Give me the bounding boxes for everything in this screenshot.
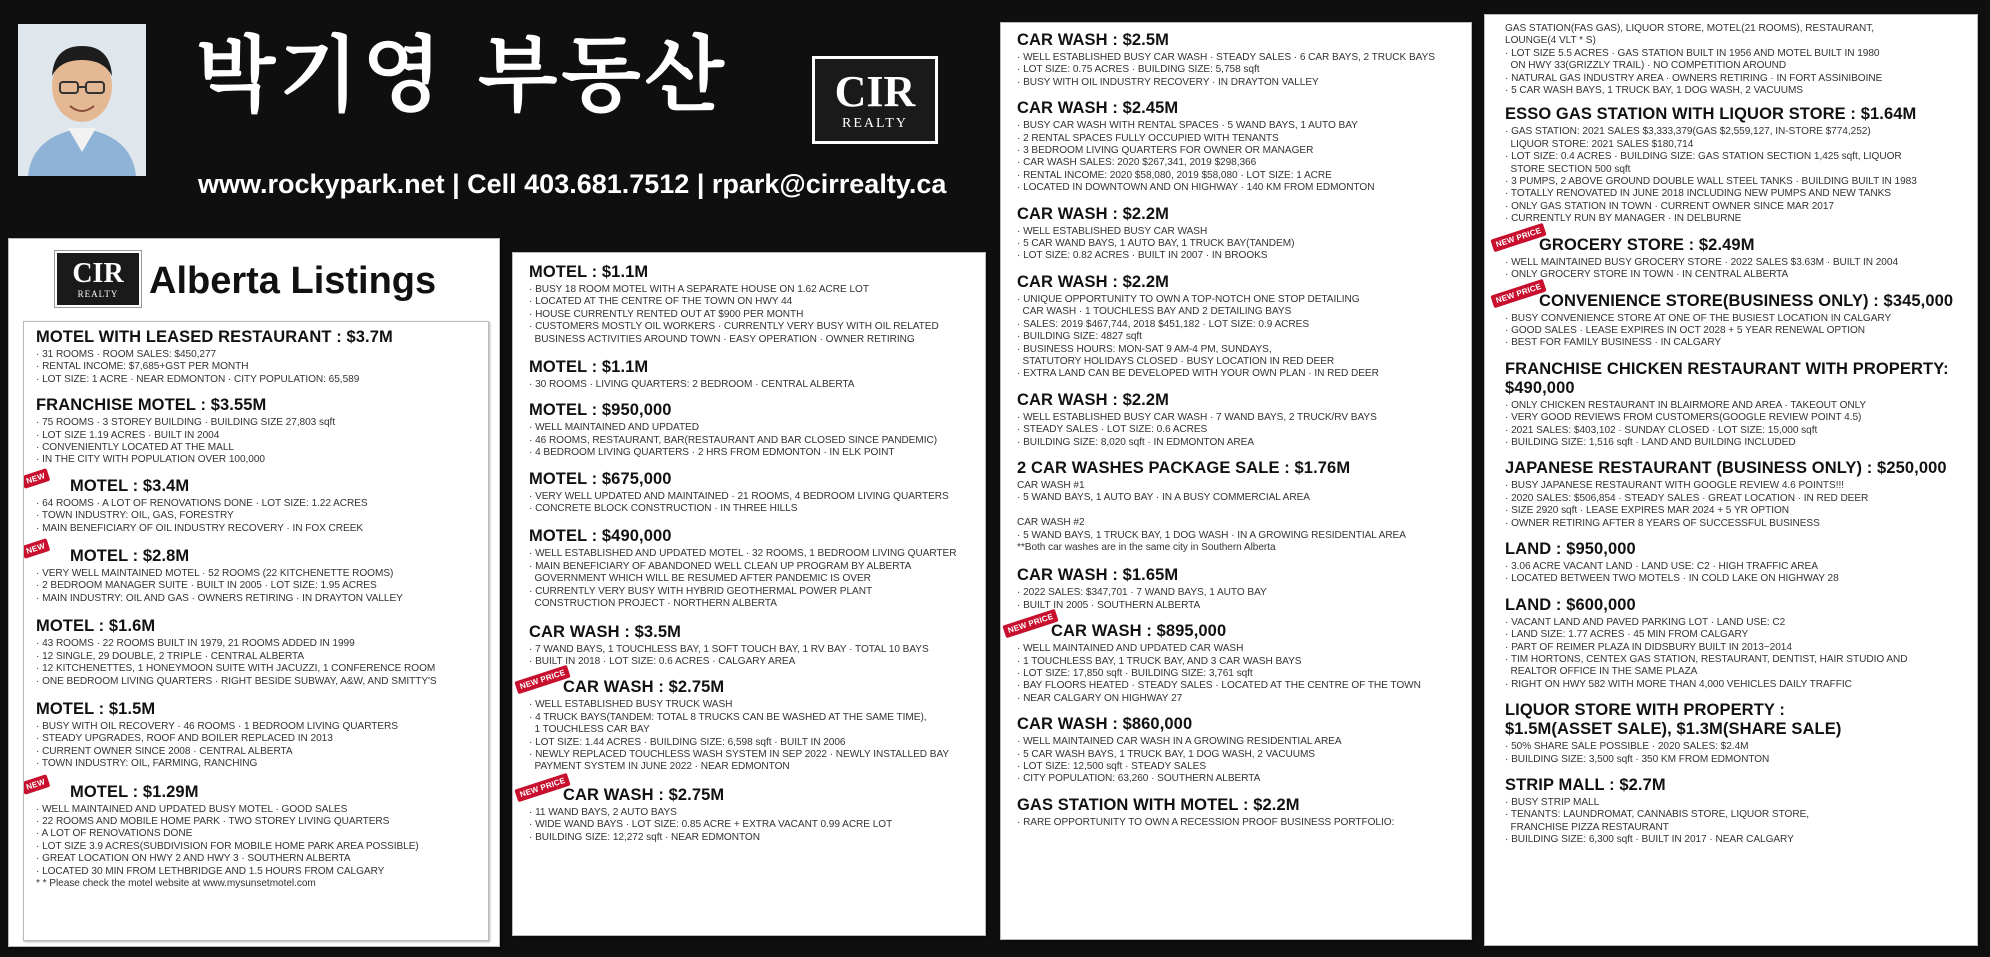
listing-title: FRANCHISE CHICKEN RESTAURANT WITH PROPERTY:	[1505, 359, 1949, 378]
header-contact: www.rockypark.net | Cell 403.681.7512 | rpark@cirrealty.ca	[198, 169, 947, 199]
listing-title: MOTEL : $1.5M	[36, 699, 156, 718]
listing-details	[529, 699, 975, 773]
listing-title: CAR WASH : $1.65M	[1017, 566, 1179, 585]
listing	[36, 617, 480, 688]
listing	[1505, 701, 1967, 766]
listing-detail-line: · 4 BEDROOM LIVING QUARTERS · 2 HRS FROM EDMONTON · IN ELK POINT	[529, 447, 895, 459]
listing	[518, 775, 975, 844]
listing-detail-line: · LOT SIZE: 0.4 ACRES · BUILDING SIZE: GAS STATION SECTION 1,425 sqft, LIQUOR	[1505, 151, 1902, 163]
listing-detail-line: · 5 CAR WASH BAYS, 1 TRUCK BAY, 1 DOG WASH, 2 VACUUMS	[1017, 748, 1315, 760]
listing-detail-line: · 12 SINGLE, 29 DOUBLE, 2 TRIPLE · CENTRAL ALBERTA	[36, 650, 305, 662]
logo-subtext: REALTY	[842, 116, 908, 131]
listing-detail-line: · 12 KITCHENETTES, 1 HONEYMOON SUITE WITH JACUZZI, 1 CONFERENCE ROOM	[36, 663, 436, 675]
listing-title: CAR WASH : $2.5M	[1017, 31, 1169, 49]
listing-detail-line: · VERY GOOD REVIEWS FROM CUSTOMERS(GOOGLE REVIEW POINT 4.5)	[1505, 412, 1862, 424]
listing-detail-line: · 2 BEDROOM MANAGER SUITE · BUILT IN 2005 · LOT SIZE: 1.95 ACRES	[36, 580, 377, 592]
listing-detail-line: · RENTAL INCOME: $7,685+GST PER MONTH	[36, 361, 249, 373]
listing-detail-line: · 3.06 ACRE VACANT LAND · LAND USE: C2 · HIGH TRAFFIC AREA	[1505, 560, 1818, 572]
section-logo	[55, 251, 141, 307]
listing-detail-line: LIQUOR STORE: 2021 SALES $180,714	[1505, 138, 1694, 150]
logo-mark: CIR	[834, 67, 916, 116]
listing-details	[1505, 23, 1967, 97]
listing-details	[1017, 587, 1461, 612]
header-logo	[812, 56, 938, 144]
listing	[36, 700, 480, 771]
listing-title: MOTEL : $1.1M	[529, 263, 649, 281]
listing-title: MOTEL : $675,000	[529, 469, 672, 488]
listing-detail-line: · 43 ROOMS · 22 ROOMS BUILT IN 1979, 21 ROOMS ADDED IN 1999	[36, 638, 355, 650]
listing-title: MOTEL : $490,000	[529, 527, 672, 546]
listing-details	[1505, 741, 1967, 766]
column-2	[512, 252, 986, 936]
listing-details	[36, 417, 480, 467]
listing	[1017, 205, 1461, 263]
listing-details	[1017, 294, 1461, 381]
listing-title: CAR WASH : $895,000	[1051, 622, 1227, 641]
listing-detail-line: · WELL MAINTAINED BUSY GROCERY STORE · 2022 SALES $3.63M · BUILT IN 2004	[1505, 256, 1899, 268]
listing	[36, 328, 480, 386]
listing-details	[36, 498, 480, 535]
listing	[1017, 31, 1461, 89]
listing-detail-line: · WELL MAINTAINED AND UPDATED	[529, 422, 699, 434]
listing-detail-line: · BUSINESS HOURS: MON-SAT 9 AM-4 PM, SUNDAYS,	[1017, 343, 1272, 355]
listing-detail-line: · RIGHT ON HWY 582 WITH MORE THAN 4,000 VEHICLES DAILY TRAFFIC	[1505, 678, 1852, 690]
listing-detail-line: · IN THE CITY WITH POPULATION OVER 100,000	[36, 454, 265, 466]
listing-detail-line: · MAIN INDUSTRY: OIL AND GAS · OWNERS RETIRING · IN DRAYTON VALLEY	[36, 592, 403, 604]
listing-details	[1505, 126, 1967, 225]
listing-detail-line: · BUILDING SIZE: 8,020 sqft · IN EDMONTON AREA	[1017, 436, 1255, 448]
listing-detail-line: · BUSY CONVENIENCE STORE AT ONE OF THE BUSIEST LOCATION IN CALGARY	[1505, 312, 1892, 324]
listing-details	[1017, 643, 1461, 705]
listing	[529, 358, 975, 391]
listing-details	[1505, 617, 1967, 691]
listing-detail-line: · LOCATED BETWEEN TWO MOTELS · IN COLD LAKE ON HIGHWAY 28	[1505, 573, 1839, 585]
listing	[1505, 105, 1967, 225]
listing-detail-line: REALTOR OFFICE IN THE SAME PLAZA	[1505, 666, 1698, 678]
listing-details	[529, 807, 975, 844]
listing-details	[1505, 480, 1967, 530]
listing-detail-line: · LOCATED 30 MIN FROM LETHBRIDGE AND 1.5 HOURS FROM CALGARY	[36, 865, 385, 877]
listing	[529, 527, 975, 610]
listing-detail-line: CAR WASH #1	[1017, 479, 1085, 491]
listing-detail-line: ON HWY 33(GRIZZLY TRAIL) · NO COMPETITION AROUND	[1505, 60, 1787, 72]
listing-detail-line: · 75 ROOMS · 3 STOREY BUILDING · BUILDING SIZE 27,803 sqft	[36, 417, 336, 429]
listing-detail-line: · TOWN INDUSTRY: OIL, GAS, FORESTRY	[36, 510, 234, 522]
listing-details	[36, 721, 480, 771]
listing-detail-line: · 2022 SALES: $347,701 · 7 WAND BAYS, 1 AUTO BAY	[1017, 587, 1267, 599]
listing-details	[1505, 257, 1967, 282]
listing-title: CAR WASH : $2.2M	[1017, 204, 1169, 223]
listing-detail-line: · CURRENTLY RUN BY MANAGER · IN DELBURNE	[1505, 213, 1742, 225]
header-banner	[0, 0, 980, 232]
column-1-body	[23, 321, 489, 941]
listing-detail-line: · 50% SHARE SALE POSSIBLE · 2020 SALES: $2.4M	[1505, 741, 1749, 753]
listing-detail-line: · CUSTOMERS MOSTLY OIL WORKERS · CURRENTLY VERY BUSY WITH OIL RELATED	[529, 321, 939, 333]
listing-detail-line: · UNIQUE OPPORTUNITY TO OWN A TOP-NOTCH ONE STOP DETAILING	[1017, 293, 1360, 305]
listing-detail-line: · BUSY WITH OIL RECOVERY · 46 ROOMS · 1 BEDROOM LIVING QUARTERS	[36, 720, 398, 732]
listing-detail-line: · RARE OPPORTUNITY TO OWN A RECESSION PROOF BUSINESS PORTFOLIO:	[1017, 816, 1395, 828]
listing	[1505, 360, 1967, 450]
listing-detail-line: · TOTALLY RENOVATED IN JUNE 2018 INCLUDING NEW PUMPS AND NEW TANKS	[1505, 188, 1891, 200]
listing-detail-line: · LOT SIZE 1.19 ACRES · BUILT IN 2004	[36, 429, 220, 441]
listing-details	[529, 548, 975, 610]
listing-details	[1017, 226, 1461, 263]
listing-detail-line: · EXTRA LAND CAN BE DEVELOPED WITH YOUR OWN PLAN · IN RED DEER	[1017, 368, 1379, 380]
listing-detail-line: · ONE BEDROOM LIVING QUARTERS · RIGHT BESIDE SUBWAY, A&W, AND SMITTY'S	[36, 675, 437, 687]
listing-detail-line: PAYMENT SYSTEM IN JUNE 2022 · NEAR EDMONTON	[529, 761, 790, 773]
section-logo-mark: CIR	[72, 258, 124, 289]
listing-detail-line: · ONLY GAS STATION IN TOWN · CURRENT OWNER SINCE MAR 2017	[1505, 200, 1834, 212]
listing-details	[36, 349, 480, 386]
listing-detail-line: · WELL MAINTAINED AND UPDATED BUSY MOTEL · GOOD SALES	[36, 803, 348, 815]
listing	[1017, 566, 1461, 612]
listing-title: MOTEL : $3.4M	[70, 476, 190, 495]
listing	[1006, 612, 1461, 705]
listing-detail-line: · NATURAL GAS INDUSTRY AREA · OWNERS RETIRING · IN FORT ASSINIBOINE	[1505, 72, 1883, 84]
column-4	[1484, 14, 1978, 946]
listing-detail-line: · CONCRETE BLOCK CONSTRUCTION · IN THREE HILLS	[529, 503, 798, 515]
new-price-badge: NEW PRICE	[1490, 222, 1546, 251]
listing-details	[529, 491, 975, 516]
listing-detail-line: · 4 TRUCK BAYS(TANDEM: TOTAL 8 TRUCKS CAN BE WASHED AT THE SAME TIME),	[529, 711, 927, 723]
listing-detail-line: CAR WASH #2	[1017, 517, 1085, 529]
listing-detail-line: · BUSY STRIP MALL	[1505, 797, 1600, 809]
listing-detail-line: · WIDE WAND BAYS · LOT SIZE: 0.85 ACRE + EXTRA VACANT 0.99 ACRE LOT	[529, 819, 893, 831]
listing-detail-line: · BUILDING SIZE: 12,272 sqft · NEAR EDMONTON	[529, 831, 760, 843]
listing-detail-line: · BUILDING SIZE: 4827 sqft	[1017, 331, 1142, 343]
listing-detail-line: · TOWN INDUSTRY: OIL, FARMING, RANCHING	[36, 758, 258, 770]
listing-title: MOTEL : $1.29M	[70, 782, 199, 801]
listing-detail-line: · RENTAL INCOME: 2020 $58,080, 2019 $58,080 · LOT SIZE: 1 ACRE	[1017, 169, 1332, 181]
listing-title-price: $1.5M(ASSET SALE), $1.3M(SHARE SALE)	[1505, 720, 1842, 739]
listing-detail-line: · GOOD SALES · LEASE EXPIRES IN OCT 2028 + 5 YEAR RENEWAL OPTION	[1505, 324, 1866, 336]
listing	[529, 263, 975, 346]
listing-detail-line: · 5 CAR WASH BAYS, 1 TRUCK BAY, 1 DOG WASH, 2 VACUUMS	[1505, 85, 1803, 97]
listing-detail-line: · STEADY UPGRADES, ROOF AND BOILER REPLACED IN 2013	[36, 733, 333, 745]
listing-detail-line: · MAIN BENEFICIARY OF ABANDONED WELL CLEAN UP PROGRAM BY ALBERTA	[529, 560, 912, 572]
listing-detail-line: · CONVENIENTLY LOCATED AT THE MALL	[36, 442, 234, 454]
listing-detail-line: · BUILDING SIZE: 3,500 sqft · 350 KM FROM EDMONTON	[1505, 753, 1770, 765]
listing-detail-line: · GREAT LOCATION ON HWY 2 AND HWY 3 · SOUTHERN ALBERTA	[36, 853, 351, 865]
listing-detail-line: · NEWLY REPLACED TOUCHLESS WASH SYSTEM IN SEP 2022 · NEWLY INSTALLED BAY	[529, 748, 950, 760]
listing	[518, 668, 975, 773]
listing-title: LAND : $950,000	[1505, 539, 1636, 558]
listing-detail-line: · GAS STATION: 2021 SALES $3,333,379(GAS $2,559,127, IN-STORE $774,252)	[1505, 126, 1871, 138]
listing-title: CONVENIENCE STORE(BUSINESS ONLY) : $345,000	[1539, 291, 1954, 310]
listing-detail-line: · 46 ROOMS, RESTAURANT, BAR(RESTAURANT AND BAR CLOSED SINCE PANDEMIC)	[529, 434, 938, 446]
column-1	[8, 238, 500, 947]
listing-detail-line: · CITY POPULATION: 63,260 · SOUTHERN ALBERTA	[1017, 773, 1261, 785]
listing-detail-line: · WELL ESTABLISHED BUSY CAR WASH · STEADY SALES · 6 CAR BAYS, 2 TRUCK BAYS	[1017, 52, 1435, 63]
listing-title: LAND : $600,000	[1505, 595, 1636, 614]
listing-detail-line: 1 TOUCHLESS CAR BAY	[529, 724, 650, 736]
listing-detail-line: · MAIN BENEFICIARY OF OIL INDUSTRY RECOVERY · IN FOX CREEK	[36, 522, 364, 534]
listing-detail-line: · NEAR CALGARY ON HIGHWAY 27	[1017, 692, 1183, 704]
listing-detail-line: · HOUSE CURRENTLY RENTED OUT AT $900 PER MONTH	[529, 308, 804, 320]
listing-details	[1017, 480, 1461, 554]
listing-detail-line: GAS STATION(FAS GAS), LIQUOR STORE, MOTEL(21 ROOMS), RESTAURANT,	[1505, 23, 1875, 34]
listing-detail-line: · LOCATED AT THE CENTRE OF THE TOWN ON HWY 44	[529, 296, 793, 308]
listing	[1017, 459, 1461, 554]
listing-detail-line: · LOT SIZE: 1.44 ACRES · BUILDING SIZE: 6,598 sqft · BUILT IN 2006	[529, 736, 846, 748]
listing-detail-line: · CAR WASH SALES: 2020 $267,341, 2019 $298,366	[1017, 157, 1257, 169]
listing-detail-line: · BUILDING SIZE: 6,300 sqft · BUILT IN 2017 · NEAR CALGARY	[1505, 834, 1794, 846]
listing-detail-line: · LOT SIZE 5.5 ACRES · GAS STATION BUILT IN 1956 AND MOTEL BUILT IN 1980	[1505, 47, 1880, 59]
listing-detail-line: · 1 TOUCHLESS BAY, 1 TRUCK BAY, AND 3 CAR WASH BAYS	[1017, 655, 1302, 667]
listing-detail-line: · 11 WAND BAYS, 2 AUTO BAYS	[529, 806, 677, 818]
listing	[25, 541, 480, 605]
listing-details	[529, 284, 975, 346]
listing-detail-line: · BUILT IN 2018 · LOT SIZE: 0.6 ACRES · CALGARY AREA	[529, 655, 796, 667]
new-price-badge: NEW PRICE	[1490, 278, 1546, 307]
listing-detail-line: * * Please check the motel website at www.mysunsetmotel.com	[36, 877, 316, 889]
listing-detail-line: STORE SECTION 500 sqft	[1505, 163, 1631, 175]
new-price-badge: NEW	[23, 468, 51, 489]
listing-title: CAR WASH : $2.75M	[563, 678, 725, 697]
listing-detail-line: · BUILDING SIZE: 1,516 sqft · LAND AND BUILDING INCLUDED	[1505, 436, 1796, 448]
listing	[529, 470, 975, 516]
listing-detail-line: · WELL ESTABLISHED AND UPDATED MOTEL · 32 ROOMS, 1 BEDROOM LIVING QUARTER	[529, 548, 957, 560]
listing-detail-line: · VACANT LAND AND PAVED PARKING LOT · LAND USE: C2	[1505, 616, 1786, 628]
column-3	[1000, 22, 1472, 940]
listing-detail-line: · 2020 SALES: $506,854 · STEADY SALES · GREAT LOCATION · IN RED DEER	[1505, 492, 1869, 504]
listing-details	[1505, 400, 1967, 450]
listing-detail-line: · 7 WAND BAYS, 1 TOUCHLESS BAY, 1 SOFT TOUCH BAY, 1 RV BAY · TOTAL 10 BAYS	[529, 643, 929, 655]
listing-title: ESSO GAS STATION WITH LIQUOR STORE : $1.64M	[1505, 105, 1917, 124]
section-logo-subtext: REALTY	[77, 289, 119, 299]
new-price-badge: NEW	[23, 774, 51, 795]
listing-title: CAR WASH : $2.2M	[1017, 272, 1169, 291]
listing-detail-line: · LOT SIZE: 0.82 ACRES · BUILT IN 2007 · IN BROOKS	[1017, 250, 1268, 262]
listing-details	[1017, 736, 1461, 786]
listing-detail-line: · 31 ROOMS · ROOM SALES: $450,277	[36, 349, 217, 360]
listing-title: CAR WASH : $2.75M	[563, 785, 725, 804]
listing-detail-line: · TIM HORTONS, CENTEX GAS STATION, RESTAURANT, DENTIST, HAIR STUDIO AND	[1505, 654, 1908, 665]
section-title: Alberta Listings	[149, 260, 437, 302]
listing-title: MOTEL : $2.8M	[70, 547, 190, 566]
listing	[1017, 99, 1461, 194]
listing-title-price: $490,000	[1505, 378, 1575, 397]
listing-title: MOTEL : $1.1M	[529, 358, 649, 377]
listing-details	[1017, 52, 1461, 89]
listing-detail-line: · TENANTS: LAUNDROMAT, CANNABIS STORE, LIQUOR STORE,	[1505, 809, 1810, 821]
listing-detail-line: · WELL ESTABLISHED BUSY CAR WASH	[1017, 225, 1208, 237]
listing	[1017, 391, 1461, 449]
listing-detail-line: · PART OF REIMER PLAZA IN DIDSBURY BUILT IN 2013~2014	[1505, 641, 1792, 653]
listing-detail-line	[1017, 505, 1461, 517]
listing	[1505, 540, 1967, 586]
listing	[1017, 273, 1461, 381]
listing-detail-line: · ONLY CHICKEN RESTAURANT IN BLAIRMORE AND AREA · TAKEOUT ONLY	[1505, 399, 1867, 411]
listing-title: CAR WASH : $3.5M	[529, 622, 681, 641]
listing-detail-line: · WELL MAINTAINED AND UPDATED CAR WASH	[1017, 643, 1244, 655]
listing	[1494, 225, 1967, 282]
listing-detail-line: · BUSY CAR WASH WITH RENTAL SPACES · 5 WAND BAYS, 1 AUTO BAY	[1017, 120, 1358, 132]
listing-detail-line: · OWNER RETIRING AFTER 8 YEARS OF SUCCESSFUL BUSINESS	[1505, 517, 1820, 529]
listing-detail-line: · 30 ROOMS · LIVING QUARTERS: 2 BEDROOM · CENTRAL ALBERTA	[529, 379, 855, 391]
listing-details	[1505, 313, 1967, 350]
listing-detail-line: · LOCATED IN DOWNTOWN AND ON HIGHWAY · 140 KM FROM EDMONTON	[1017, 182, 1375, 194]
listing-detail-line: · LOT SIZE: 0.75 ACRES · BUILDING SIZE: 5,758 sqft	[1017, 64, 1260, 76]
listing-details	[36, 568, 480, 605]
listing-detail-line: · BEST FOR FAMILY BUSINESS · IN CALGARY	[1505, 337, 1722, 349]
listing-title: GROCERY STORE : $2.49M	[1539, 235, 1755, 254]
new-price-badge: NEW PRICE	[1002, 609, 1058, 638]
listing-detail-line: FRANCHISE PIZZA RESTAURANT	[1505, 821, 1669, 833]
listing	[36, 396, 480, 467]
listing-title: LIQUOR STORE WITH PROPERTY :	[1505, 701, 1785, 720]
listing	[1017, 796, 1461, 829]
listing	[1505, 596, 1967, 691]
listing-title: GAS STATION WITH MOTEL : $2.2M	[1017, 795, 1300, 814]
listing-detail-line: · BUSY 18 ROOM MOTEL WITH A SEPARATE HOUSE ON 1.62 ACRE LOT	[529, 284, 869, 295]
listing	[1494, 281, 1967, 350]
listing-detail-line: · 22 ROOMS AND MOBILE HOME PARK · TWO STOREY LIVING QUARTERS	[36, 815, 390, 827]
listing-title: MOTEL : $950,000	[529, 401, 672, 420]
listing-detail-line: · 64 ROOMS · A LOT OF RENOVATIONS DONE · LOT SIZE: 1.22 ACRES	[36, 497, 368, 509]
listing	[529, 623, 975, 669]
listing-detail-line: · WELL ESTABLISHED BUSY CAR WASH · 7 WAND BAYS, 2 TRUCK/RV BAYS	[1017, 411, 1377, 423]
listing-title: MOTEL WITH LEASED RESTAURANT : $3.7M	[36, 328, 393, 346]
new-price-badge: NEW	[23, 538, 51, 559]
listing-detail-line: · VERY WELL UPDATED AND MAINTAINED · 21 ROOMS, 4 BEDROOM LIVING QUARTERS	[529, 490, 949, 502]
listing	[1505, 23, 1967, 97]
listing-details	[1505, 561, 1967, 586]
listing-detail-line: · WELL ESTABLISHED BUSY TRUCK WASH	[529, 699, 733, 711]
listing-title: CAR WASH : $860,000	[1017, 715, 1193, 734]
new-price-badge: NEW PRICE	[514, 665, 570, 694]
listing	[529, 401, 975, 459]
listing-detail-line: · STEADY SALES · LOT SIZE: 0.6 ACRES	[1017, 424, 1208, 436]
listing-detail-line: CAR WASH · 1 TOUCHLESS BAY AND 2 DETAILING BAYS	[1017, 306, 1292, 318]
listing-detail-line: · SALES: 2019 $467,744, 2018 $451,182 · LOT SIZE: 0.9 ACRES	[1017, 318, 1310, 330]
listing-title: CAR WASH : $2.45M	[1017, 99, 1179, 118]
listing-detail-line: · A LOT OF RENOVATIONS DONE	[36, 828, 193, 840]
listing-title: FRANCHISE MOTEL : $3.55M	[36, 396, 267, 415]
listing	[25, 471, 480, 535]
listing	[1017, 715, 1461, 786]
listing-detail-line: · BUSY WITH OIL INDUSTRY RECOVERY · IN DRAYTON VALLEY	[1017, 76, 1319, 88]
listing-detail-line: · 5 WAND BAYS, 1 AUTO BAY · IN A BUSY COMMERCIAL AREA	[1017, 492, 1310, 504]
listing-detail-line: CONSTRUCTION PROJECT · NORTHERN ALBERTA	[529, 598, 777, 610]
listing-details	[529, 422, 975, 459]
listing	[1505, 776, 1967, 847]
listing-details	[1017, 817, 1461, 829]
listing-detail-line: · VERY WELL MAINTAINED MOTEL · 52 ROOMS (22 KITCHENETTE ROOMS)	[36, 568, 394, 580]
listing	[25, 776, 480, 891]
header-title: 박기영 부동산	[196, 28, 728, 123]
listing-detail-line: · CURRENT OWNER SINCE 2008 · CENTRAL ALBERTA	[36, 745, 293, 757]
listing-details	[1017, 412, 1461, 449]
listing-detail-line: **Both car washes are in the same city in Southern Alberta	[1017, 541, 1276, 553]
listing-detail-line: · WELL MAINTAINED CAR WASH IN A GROWING RESIDENTIAL AREA	[1017, 736, 1342, 748]
listing-detail-line: · BUILT IN 2005 · SOUTHERN ALBERTA	[1017, 599, 1201, 611]
listing-detail-line: STATUTORY HOLIDAYS CLOSED · BUSY LOCATION IN RED DEER	[1017, 355, 1335, 367]
listing	[1505, 459, 1967, 530]
listing-detail-line: · ONLY GROCERY STORE IN TOWN · IN CENTRAL ALBERTA	[1505, 269, 1789, 281]
listing-detail-line: · 3 BEDROOM LIVING QUARTERS FOR OWNER OR MANAGER	[1017, 145, 1314, 157]
section-header	[9, 239, 499, 321]
listing-title: 2 CAR WASHES PACKAGE SALE : $1.76M	[1017, 458, 1351, 477]
listing-title: MOTEL : $1.6M	[36, 617, 156, 636]
new-price-badge: NEW PRICE	[514, 773, 570, 802]
listing-detail-line: · LOT SIZE: 12,500 sqft · STEADY SALES	[1017, 761, 1207, 773]
listing-detail-line: · BAY FLOORS HEATED · STEADY SALES · LOCATED AT THE CENTRE OF THE TOWN	[1017, 680, 1421, 692]
listing-title: JAPANESE RESTAURANT (BUSINESS ONLY) : $250,000	[1505, 459, 1947, 478]
listing-detail-line: · LOT SIZE: 1 ACRE · NEAR EDMONTON · CITY POPULATION: 65,589	[36, 373, 360, 385]
listing-details	[36, 638, 480, 688]
listing-detail-line: · BUSY JAPANESE RESTAURANT WITH GOOGLE REVIEW 4.6 POINTS!!!	[1505, 480, 1844, 492]
listing-title: STRIP MALL : $2.7M	[1505, 776, 1666, 795]
listing-details	[1505, 797, 1967, 847]
listing-detail-line: · LOT SIZE 3.9 ACRES(SUBDIVISION FOR MOBILE HOME PARK AREA POSSIBLE)	[36, 840, 419, 852]
listing-detail-line: · LOT SIZE: 17,850 sqft · BUILDING SIZE: 3,761 sqft	[1017, 668, 1253, 679]
listing-detail-line: · 5 CAR WAND BAYS, 1 AUTO BAY, 1 TRUCK BAY(TANDEM)	[1017, 238, 1295, 250]
listing-details	[36, 804, 480, 891]
listing-detail-line: · 5 WAND BAYS, 1 TRUCK BAY, 1 DOG WASH · IN A GROWING RESIDENTIAL AREA	[1017, 529, 1406, 541]
listing-detail-line: · SIZE 2920 sqft · LEASE EXPIRES MAR 2024 + 5 YR OPTION	[1505, 505, 1790, 517]
listing-detail-line: LOUNGE(4 VLT * S)	[1505, 35, 1596, 47]
listing-details	[529, 644, 975, 669]
listing-detail-line: · 2021 SALES: $403,102 · SUNDAY CLOSED · LOT SIZE: 15,000 sqft	[1505, 424, 1818, 436]
listing-details	[1017, 120, 1461, 194]
listing-detail-line: · LAND SIZE: 1.77 ACRES · 45 MIN FROM CALGARY	[1505, 629, 1749, 641]
listing-detail-line: BUSINESS ACTIVITIES AROUND TOWN · EASY OPERATION · OWNER RETIRING	[529, 333, 915, 345]
listing-detail-line: GOVERNMENT WHICH WILL BE RESUMED AFTER PANDEMIC IS OVER	[529, 573, 871, 585]
agent-photo	[18, 24, 146, 176]
listing-detail-line: · 2 RENTAL SPACES FULLY OCCUPIED WITH TENANTS	[1017, 132, 1279, 144]
listing-title: CAR WASH : $2.2M	[1017, 390, 1169, 409]
listing-details	[529, 379, 975, 391]
listing-detail-line: · 3 PUMPS, 2 ABOVE GROUND DOUBLE WALL STEEL TANKS · BUILDING BUILT IN 1983	[1505, 176, 1917, 188]
listing-detail-line: · CURRENTLY VERY BUSY WITH HYBRID GEOTHERMAL POWER PLANT	[529, 585, 873, 597]
